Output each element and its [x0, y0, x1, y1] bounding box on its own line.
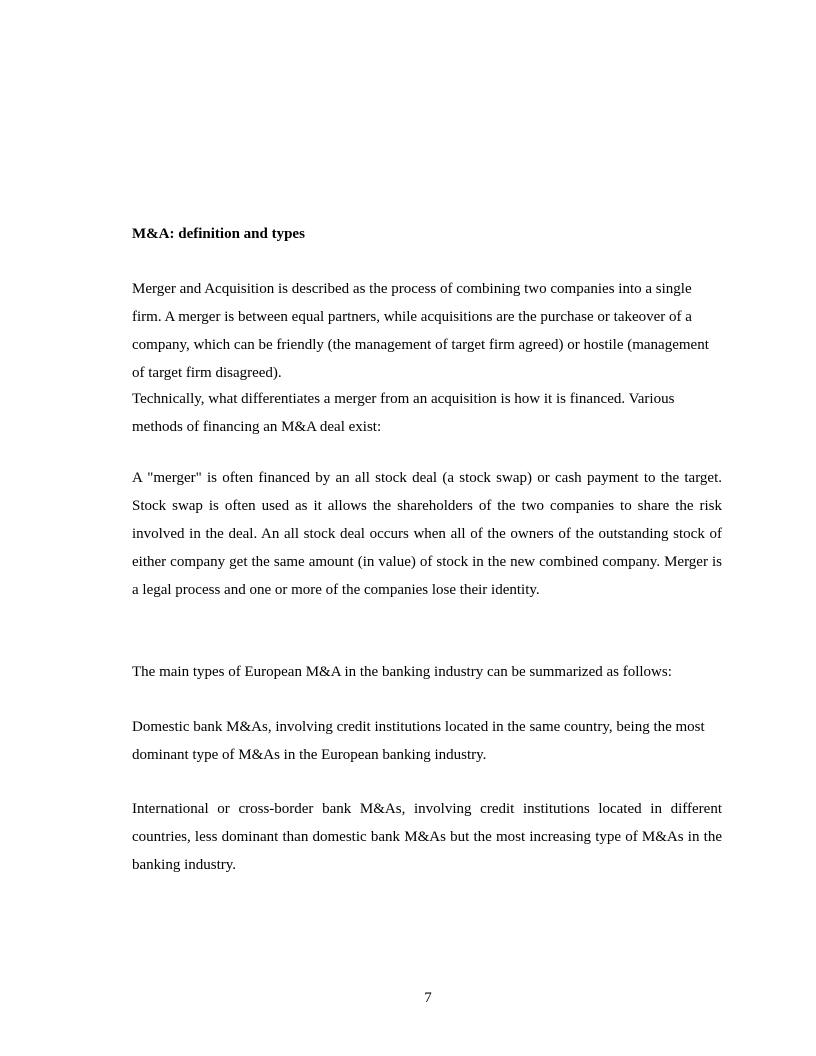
paragraph-merger-financing: A "merger" is often financed by an all stock deal (a stock swap) or cash payment to the target. Stock swap is often used as it allows the shareholders of the two companies to share the risk involved in the deal. An all stock deal occurs when all of the owners of the outstanding stock of either company get the same amount (in value) of stock in the new combined company. Merger is a legal process and one or more of the companies lose their identity. [132, 470, 722, 598]
paragraph-international: International or cross-border bank M&As, involving credit institutions located in different countries, less dominant than domestic bank M&As but the most increasing type of M&As in the banking industry. [132, 801, 722, 873]
paragraph-main-types: The main types of European M&A in the banking industry can be summarized as follows: [132, 664, 672, 680]
paragraph-definition: Merger and Acquisition is described as the process of combining two companies into a single firm. A merger is between equal partners, while acquisitions are the purchase or takeover of a company, which can be friendly (the management of target firm agreed) or hostile (management of target firm disagreed). [132, 281, 709, 381]
page-number: 7 [424, 990, 432, 1006]
paragraph-domestic: Domestic bank M&As, involving credit institutions located in the same country, being the most dominant type of M&As in the European banking industry. [132, 719, 705, 763]
paragraph-technically: Technically, what differentiates a merger from an acquisition is how it is financed. Various methods of financing an M&A deal exist: [132, 391, 675, 435]
section-heading: M&A: definition and types [132, 226, 305, 242]
